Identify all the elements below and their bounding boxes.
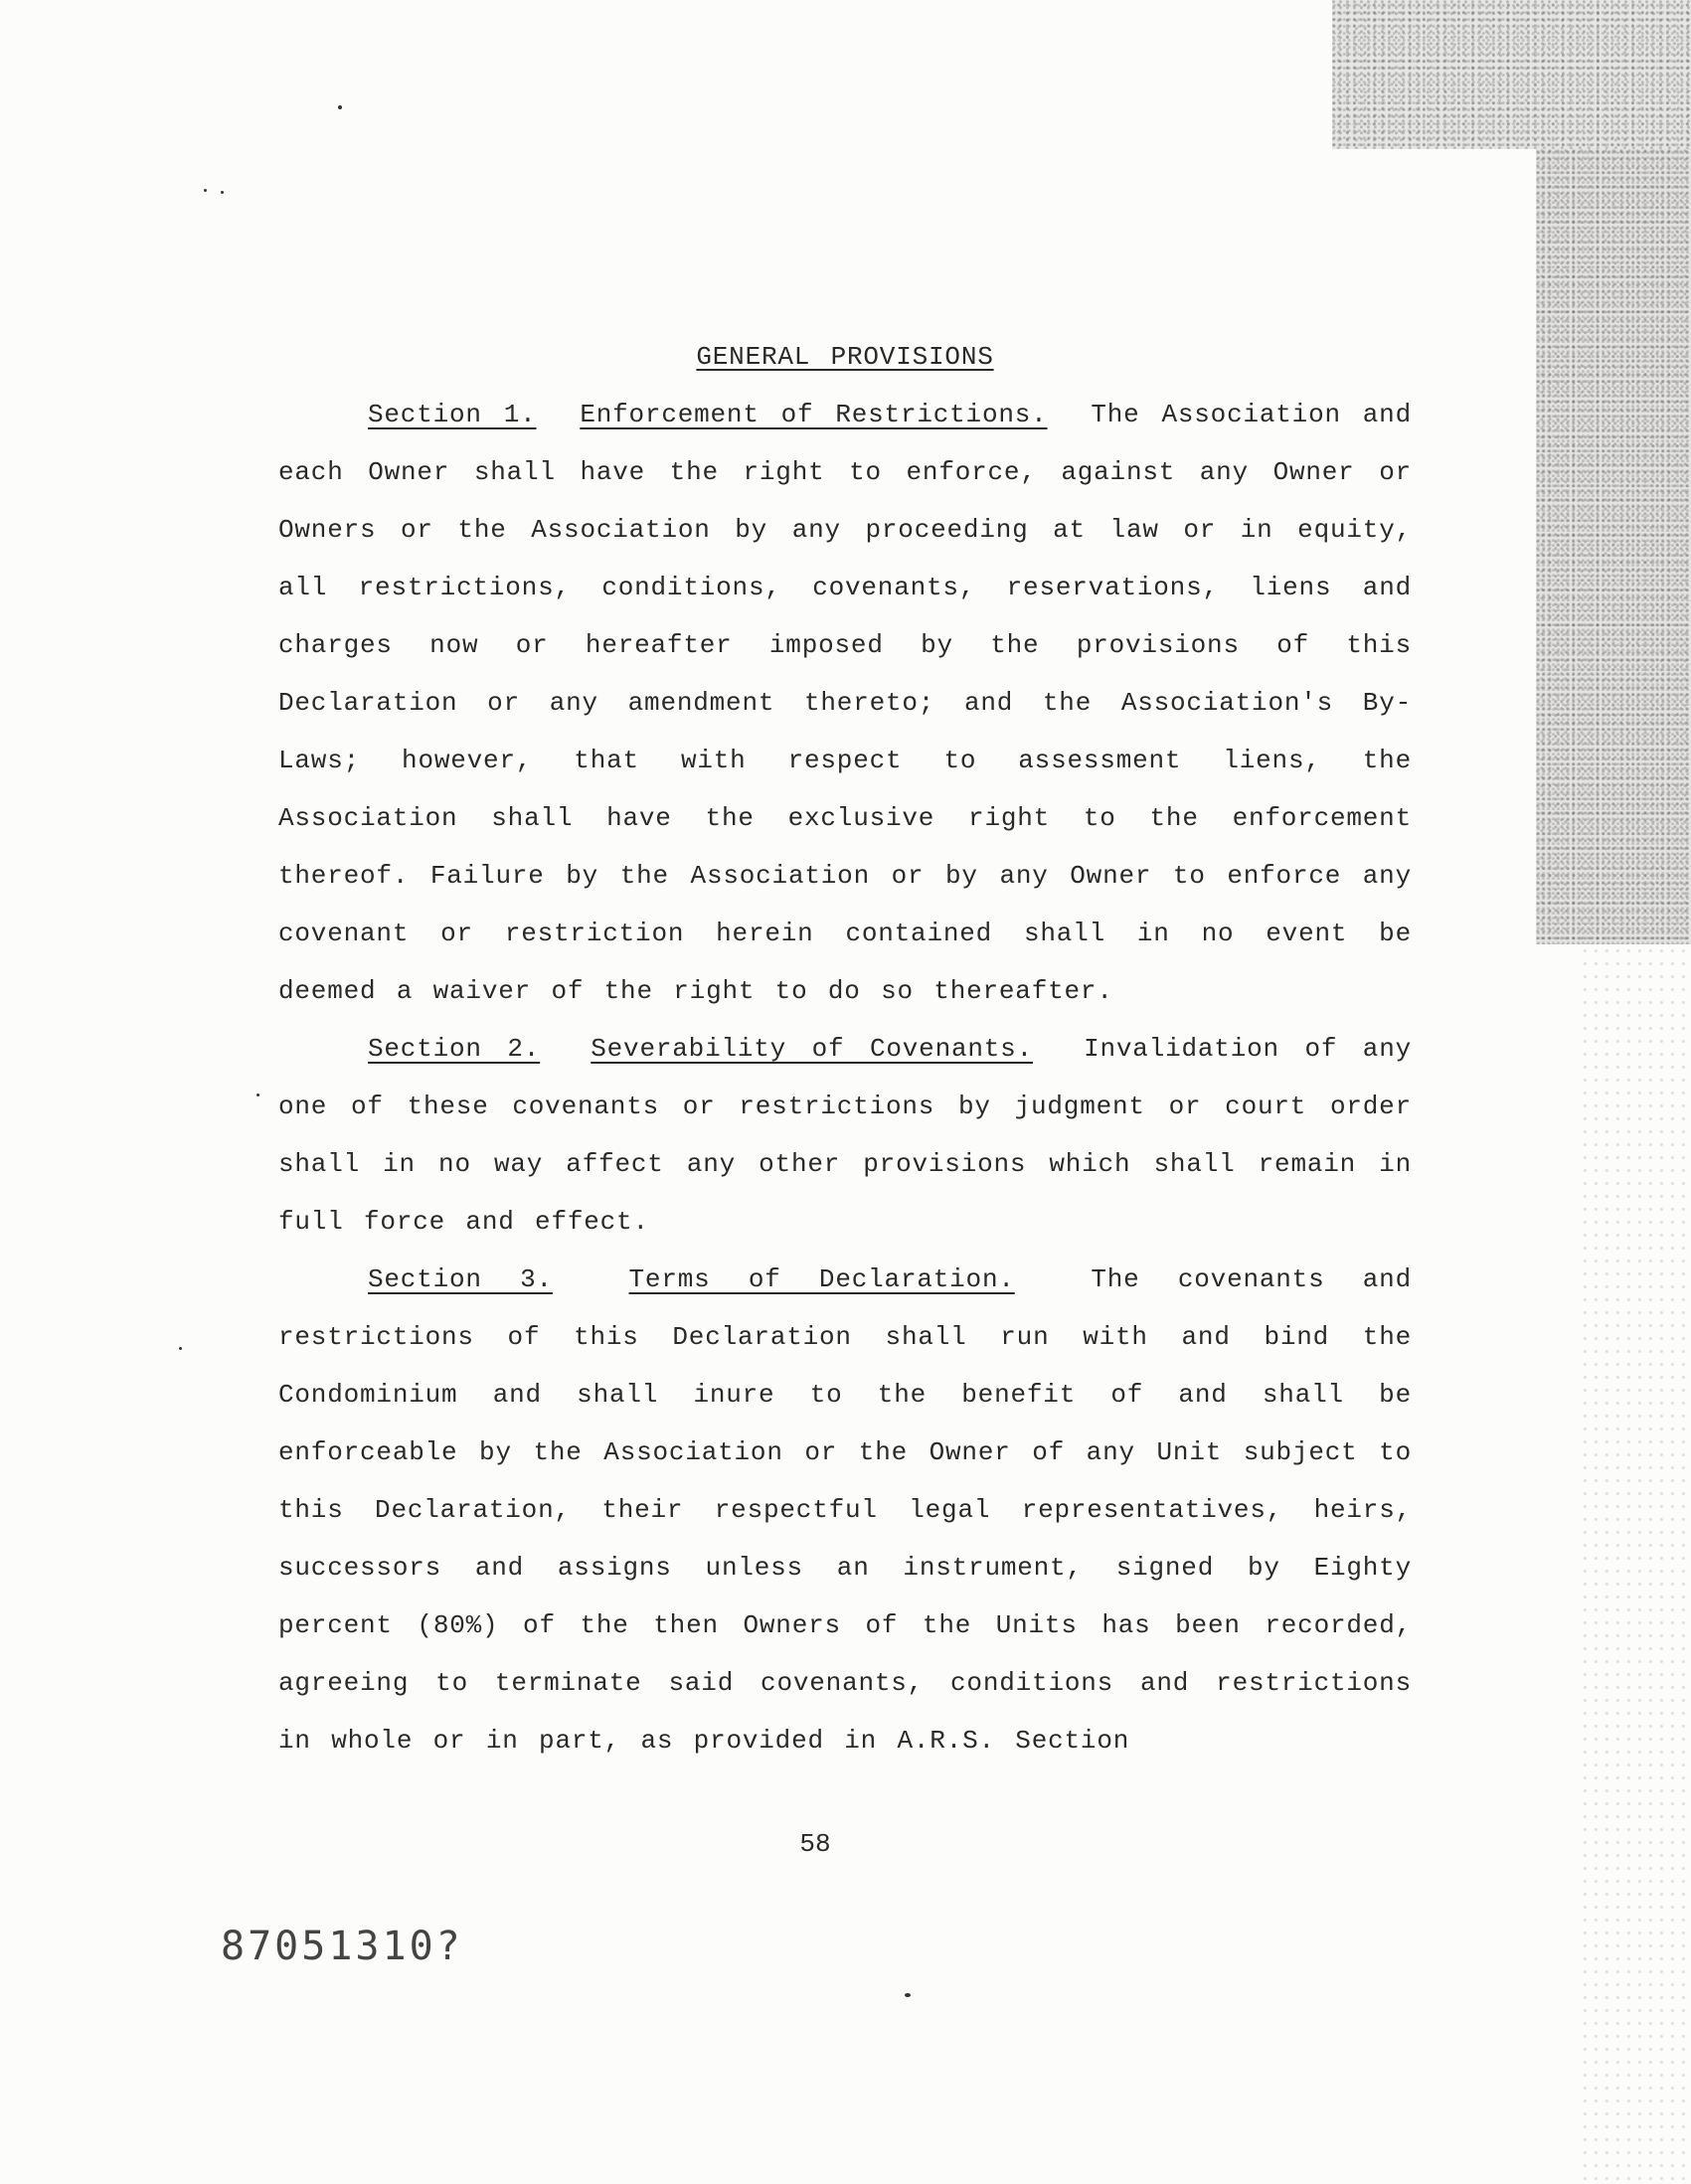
section-1-title: Enforcement of Restrictions. xyxy=(580,400,1048,429)
section-1-number: Section 1. xyxy=(368,400,537,429)
scan-speck xyxy=(179,1347,182,1350)
section-1-body: The Association and each Owner shall have the right to enforce, against any Owner or Owners or the Association by any proceeding at law or in equity, all restrictions, conditions, covenants, reservations, liens and charges now or hereafter imposed by the provisions of this Declaration or any amendment thereto; and the Association's By-Laws; however, that with respect to assessment liens, the Association shall have the exclusive right to the enforcement thereof. Failure by the Association or by any Owner to enforce any covenant or restriction herein contained shall in no event be deemed a waiver of the right to do so thereafter. xyxy=(278,400,1412,1006)
section-3-body: The covenants and restrictions of this Declaration shall run with and bind the Condominium and shall inure to the benefit of and shall be enforceable by the Association or the Owner of any Unit subject to this Declaration, their respectful legal representatives, heirs, successors and assigns unless an instrument, signed by Eighty percent (80%) of the then Owners of the Units has been recorded, agreeing to terminate said covenants, conditions and restrictions in whole or in part, as provided in A.R.S. Section xyxy=(278,1264,1412,1756)
page-number: 58 xyxy=(799,1829,831,1859)
scan-speck xyxy=(204,189,207,192)
document-body xyxy=(278,328,1412,1769)
scan-noise-edge xyxy=(1536,149,1691,944)
scan-speck xyxy=(256,1093,259,1096)
scan-speck xyxy=(338,105,342,109)
section-2 xyxy=(278,1020,1412,1251)
scan-speck xyxy=(905,1993,911,1997)
section-3-number: Section 3. xyxy=(368,1264,553,1294)
section-3-title: Terms of Declaration. xyxy=(628,1264,1015,1294)
scan-speck xyxy=(221,191,224,194)
document-number: 87051310? xyxy=(221,1924,463,1969)
section-2-number: Section 2. xyxy=(368,1034,541,1064)
scan-noise-edge-fade xyxy=(1581,944,1691,2184)
section-3 xyxy=(278,1251,1412,1769)
scan-noise-corner xyxy=(1332,0,1691,149)
section-2-body: Invalidation of any one of these covenants or restrictions by judgment or court order shall in no way affect any other provisions which shall remain in full force and effect. xyxy=(278,1034,1412,1237)
section-1 xyxy=(278,386,1412,1020)
page-heading: GENERAL PROVISIONS xyxy=(696,342,994,372)
section-2-title: Severability of Covenants. xyxy=(591,1034,1033,1064)
